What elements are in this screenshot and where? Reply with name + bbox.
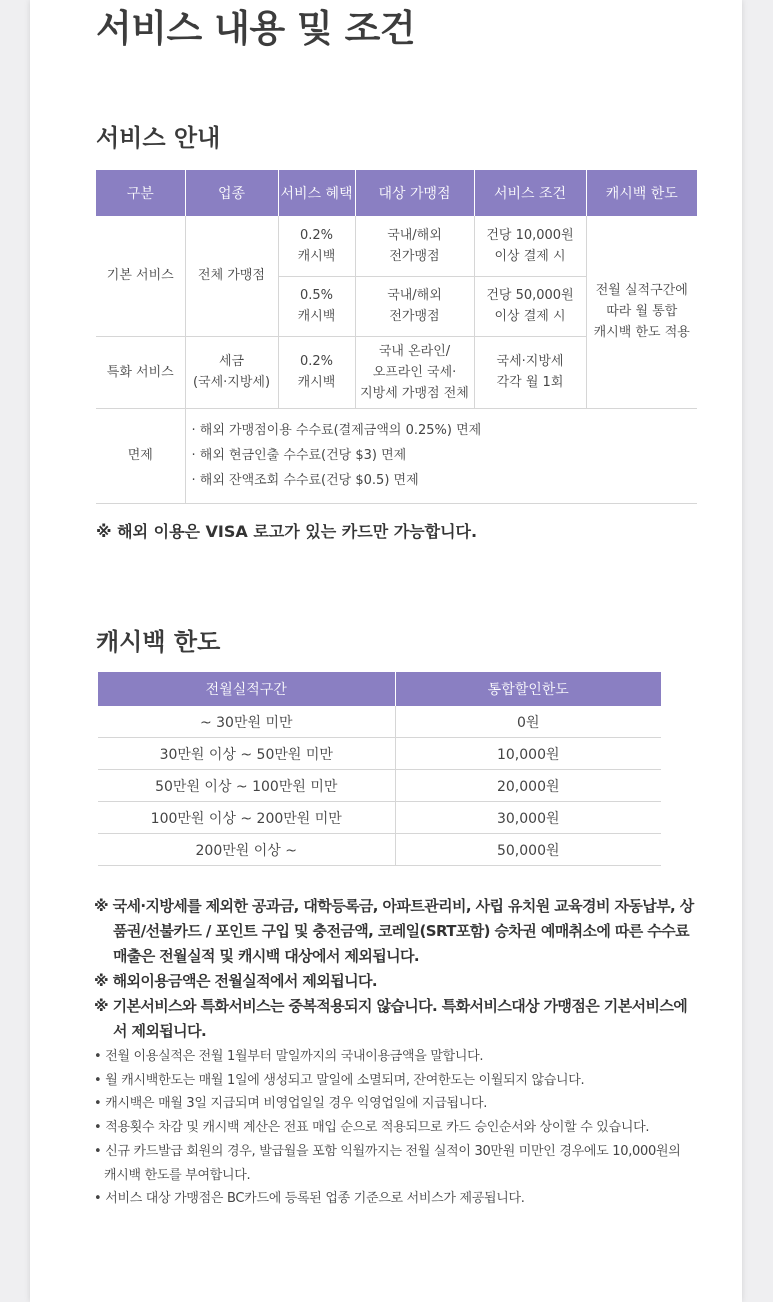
basic-condition-1: 건당 10,000원 이상 결제 시 bbox=[474, 216, 586, 276]
waiver-item: · 해외 잔액조회 수수료(건당 $0.5) 면제 bbox=[191, 473, 419, 488]
header-limit: 캐시백 한도 bbox=[586, 170, 697, 216]
service-table bbox=[96, 170, 697, 504]
waiver-items bbox=[185, 408, 697, 503]
table-row: 50만원 이상 ~ 100만원 미만 20,000원 bbox=[98, 770, 661, 802]
document-page bbox=[30, 0, 742, 1302]
bullet-item: • 서비스 대상 가맹점은 BC카드에 등록된 업종 기준으로 서비스가 제공됩니다. bbox=[94, 1191, 525, 1207]
bullet-notes bbox=[94, 1045, 694, 1211]
bullet-item: • 적용횟수 차감 및 캐시백 계산은 전표 매입 순으로 적용되므로 카드 승인순서와 상이할 수 있습니다. bbox=[94, 1120, 650, 1136]
basic-service-industry: 전체 가맹점 bbox=[185, 216, 278, 336]
header-benefit: 서비스 혜택 bbox=[278, 170, 355, 216]
table-row: 200만원 이상 ~ 50,000원 bbox=[98, 834, 661, 866]
table-row: ~ 30만원 미만 0원 bbox=[98, 706, 661, 738]
header-discount-limit: 통합할인한도 bbox=[395, 672, 661, 706]
basic-benefit-1: 0.2% 캐시백 bbox=[278, 216, 355, 276]
header-merchant: 대상 가맹점 bbox=[355, 170, 474, 216]
special-service-industry: 세금 (국세·지방세) bbox=[185, 336, 278, 408]
waiver-item: · 해외 현금인출 수수료(건당 $3) 면제 bbox=[191, 448, 407, 463]
bold-notes bbox=[94, 894, 694, 1044]
header-category: 구분 bbox=[96, 170, 185, 216]
waiver-label: 면제 bbox=[96, 408, 185, 503]
special-merchant: 국내 온라인/ 오프라인 국세· 지방세 가맹점 전체 bbox=[355, 336, 474, 408]
note-item: ※ 기본서비스와 특화서비스는 중복적용되지 않습니다. 특화서비스대상 가맹점은 기본서비스에서 제외됩니다. bbox=[94, 997, 688, 1040]
basic-merchant-2: 국내/해외 전가맹점 bbox=[355, 276, 474, 336]
header-performance-range: 전월실적구간 bbox=[98, 672, 395, 706]
note-item: ※ 국세·지방세를 제외한 공과금, 대학등록금, 아파트관리비, 사립 유치원 교육경비 자동납부, 상품권/선불카드 / 포인트 구입 및 충전금액, 코레일(SRT포함) 승차권 예매취소에 따른 수수료 매출은 전월실적 및 캐시백 대상에서 제외됩니다. bbox=[94, 897, 694, 965]
special-condition: 국세·지방세 각각 월 1회 bbox=[474, 336, 586, 408]
service-section-heading: 서비스 안내 bbox=[96, 124, 221, 152]
waiver-item: · 해외 가맹점이용 수수료(결제금액의 0.25%) 면제 bbox=[191, 423, 482, 438]
bullet-item: • 캐시백은 매월 3일 지급되며 비영업일일 경우 익영업일에 지급됩니다. bbox=[94, 1096, 488, 1112]
visa-note: ※ 해외 이용은 VISA 로고가 있는 카드만 가능합니다. bbox=[96, 522, 478, 541]
basic-merchant-1: 국내/해외 전가맹점 bbox=[355, 216, 474, 276]
bullet-item: • 월 캐시백한도는 매월 1일에 생성되고 말일에 소멸되며, 잔여한도는 이월되지 않습니다. bbox=[94, 1072, 585, 1088]
table-row: 30만원 이상 ~ 50만원 미만 10,000원 bbox=[98, 738, 661, 770]
cashback-limit-table bbox=[98, 672, 661, 866]
header-condition: 서비스 조건 bbox=[474, 170, 586, 216]
basic-benefit-2: 0.5% 캐시백 bbox=[278, 276, 355, 336]
cashback-table-header bbox=[98, 672, 661, 706]
bullet-item: • 전월 이용실적은 전월 1월부터 말일까지의 국내이용금액을 말합니다. bbox=[94, 1049, 484, 1064]
note-item: ※ 해외이용금액은 전월실적에서 제외됩니다. bbox=[94, 972, 377, 990]
cashback-limit-text: 전월 실적구간에 따라 월 통합 캐시백 한도 적용 bbox=[586, 216, 697, 408]
page-title: 서비스 내용 및 조건 bbox=[96, 7, 416, 50]
basic-condition-2: 건당 50,000원 이상 결제 시 bbox=[474, 276, 586, 336]
header-industry: 업종 bbox=[185, 170, 278, 216]
basic-service-label: 기본 서비스 bbox=[96, 216, 185, 336]
bullet-item: • 신규 카드발급 회원의 경우, 발급월을 포함 익월까지는 전월 실적이 30만원 미만인 경우에도 10,000원의 캐시백 한도를 부여합니다. bbox=[94, 1143, 681, 1183]
table-row bbox=[96, 408, 697, 503]
cashback-section-heading: 캐시백 한도 bbox=[96, 628, 221, 656]
table-row: 100만원 이상 ~ 200만원 미만 30,000원 bbox=[98, 802, 661, 834]
service-table-header bbox=[96, 170, 697, 216]
special-benefit: 0.2% 캐시백 bbox=[278, 336, 355, 408]
table-row bbox=[96, 216, 697, 276]
special-service-label: 특화 서비스 bbox=[96, 336, 185, 408]
